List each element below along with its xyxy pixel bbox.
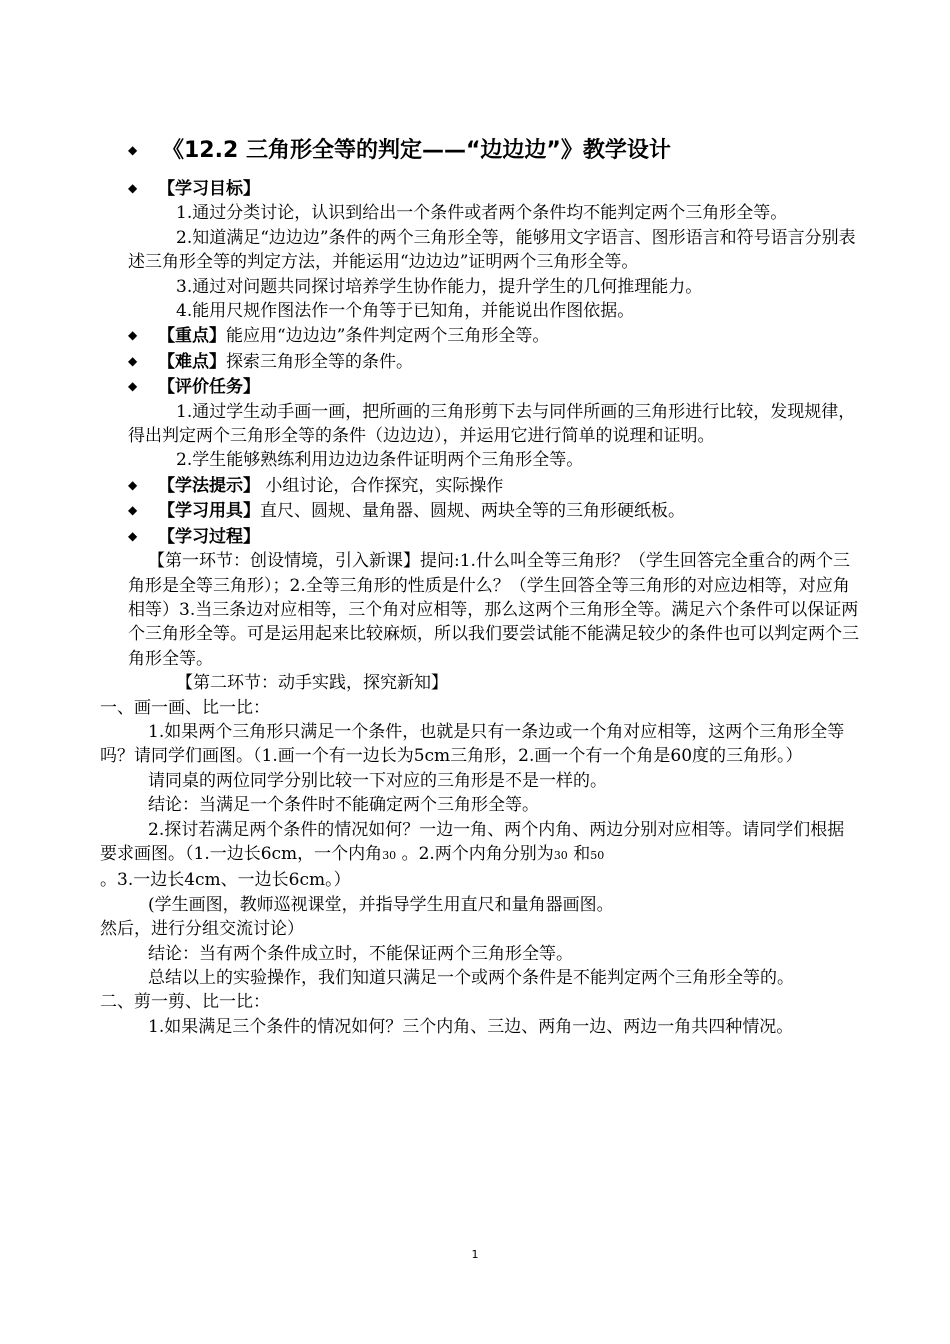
method-hint: ◆ 【学法提示】 小组讨论，合作探究，实际操作 <box>100 473 860 498</box>
bullet-diamond-icon: ◆ <box>128 503 138 518</box>
paragraph-3: 结论：当满足一个条件时不能确定两个三角形全等。 <box>148 795 539 816</box>
angle-value-2: 30 <box>553 848 568 862</box>
key-point: ◆ 【重点】能应用“边边边”条件判定两个三角形全等。 <box>100 323 860 348</box>
paragraph-1: 1.如果两个三角形只满足一个条件，也就是只有一条边或一个角对应相等，这两个三角形全等吗？请同学们画图。（1.画一个有一边长为5cm三角形，2.画一个有一个角是60度的三角形。） <box>100 721 845 767</box>
title-text: 《12.2 三角形全等的判定——“边边边”》教学设计 <box>162 138 671 163</box>
objective-4: 4.能用尺规作图法作一个角等于已知角，并能说出作图依据。 <box>176 301 635 322</box>
objectives-heading: ◆ 【学习目标】 <box>100 176 860 201</box>
evaluation-heading: ◆ 【评价任务】 <box>100 374 860 399</box>
stage-2-heading: 【第二环节：动手实践，探究新知】 <box>176 673 448 694</box>
bullet-diamond-icon: ◆ <box>128 181 138 195</box>
bullet-diamond-icon: ◆ <box>128 477 138 492</box>
bullet-diamond-icon: ◆ <box>128 528 138 543</box>
paragraph-8: 1.如果满足三个条件的情况如何？三个内角、三边、两角一边、两边一角共四种情况。 <box>148 1016 794 1037</box>
bullet-diamond-icon: ◆ <box>128 353 138 368</box>
bullet-diamond-icon: ◆ <box>128 379 138 394</box>
process-heading: ◆ 【学习过程】 <box>100 524 860 549</box>
stage-1-paragraph: 【第一环节：创设情境，引入新课】提问:1.什么叫全等三角形？（学生回答完全重合的两个三角形是全等三角形）；2.全等三角形的性质是什么？（学生回答全等三角形的对应边相等，对应角相等）3.当三条边对应相等，三个角对应相等，那么这两个三角形全等。满足六个条件可以保证两个三角形全等。可是运用起来比较麻烦，所以我们要尝试能不能满足较少的条件也可以判定两个三角形全等。 <box>128 551 859 669</box>
document-title <box>128 134 888 167</box>
bullet-diamond-icon: ◆ <box>128 328 138 343</box>
paragraph-2: 请同桌的两位同学分别比较一下对应的三角形是不是一样的。 <box>148 770 607 791</box>
paragraph-5-continued: 然后，进行分组交流讨论） <box>100 919 304 940</box>
paragraph-4: 2.探讨若满足两个条件的情况如何？一边一角、两个内角、两边分别对应相等。请同学们根据要求画图。（1.一边长6cm，一个内角30 。2.两个内角分别为30 和50 。3.一边长4cm、一边长6cm。） <box>100 819 845 891</box>
page-number: 1 <box>471 1248 479 1261</box>
difficulty-point: ◆ 【难点】探索三角形全等的条件。 <box>100 349 860 374</box>
objective-2: 2.知道满足“边边边”条件的两个三角形全等，能够用文字语言、图形语言和符号语言分别表述三角形全等的判定方法，并能运用“边边边”证明两个三角形全等。 <box>128 227 856 273</box>
evaluation-1: 1.通过学生动手画一画，把所画的三角形剪下去与同伴所画的三角形进行比较，发现规律，得出判定两个三角形全等的条件（边边边），并运用它进行简单的说理和证明。 <box>128 401 856 447</box>
paragraph-7: 总结以上的实验操作，我们知道只满足一个或两个条件是不能判定两个三角形全等的。 <box>148 968 794 988</box>
part-2-heading: 二、剪一剪、比一比： <box>100 992 270 1013</box>
angle-value-3: 50 <box>590 848 605 862</box>
part-1-heading: 一、画一画、比一比： <box>100 697 270 718</box>
paragraph-6: 结论：当有两个条件成立时，不能保证两个三角形全等。 <box>148 943 573 964</box>
bullet-diamond-icon: ◆ <box>128 143 138 157</box>
document-body <box>100 176 860 1039</box>
objective-3: 3.通过对问题共同探讨培养学生协作能力，提升学生的几何推理能力。 <box>176 276 703 297</box>
paragraph-5: (学生画图，教师巡视课堂，并指导学生用直尺和量角器画图。 <box>148 894 614 915</box>
objective-1: 1.通过分类讨论，认识到给出一个条件或者两个条件均不能判定两个三角形全等。 <box>176 203 788 224</box>
learning-tools: ◆ 【学习用具】直尺、圆规、量角器、圆规、两块全等的三角形硬纸板。 <box>100 498 860 523</box>
angle-value-1: 30 <box>382 848 397 862</box>
evaluation-2: 2.学生能够熟练利用边边边条件证明两个三角形全等。 <box>176 450 584 471</box>
